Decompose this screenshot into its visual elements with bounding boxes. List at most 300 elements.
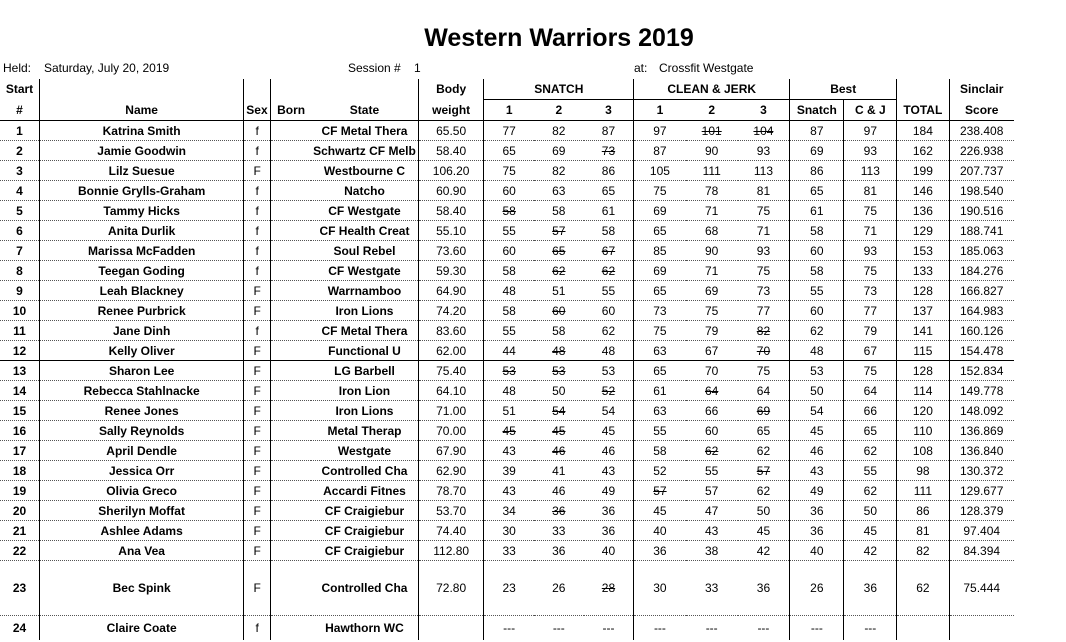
score-cell: 128.379 xyxy=(949,501,1014,521)
bw-cell: 58.40 xyxy=(418,141,484,161)
score-cell: 75.444 xyxy=(949,561,1014,616)
table-row xyxy=(0,221,1066,241)
sex-cell: F xyxy=(244,481,271,501)
snatch-3-cell: 62 xyxy=(584,261,634,281)
born-cell xyxy=(271,221,311,241)
cj-2-cell: 60 xyxy=(686,421,738,441)
score-cell: 185.063 xyxy=(949,241,1014,261)
snatch-3-cell: 54 xyxy=(584,401,634,421)
snatch-2-cell: 63 xyxy=(534,181,584,201)
born-cell xyxy=(271,301,311,321)
best-cj-cell: 79 xyxy=(844,321,897,341)
snatch-2-cell: --- xyxy=(552,621,565,635)
born-cell xyxy=(271,281,311,301)
state-cell: CF Craigiebur xyxy=(311,541,418,561)
best-cj-cell: 66 xyxy=(844,401,897,421)
score-cell: 136.869 xyxy=(949,421,1014,441)
cj-2-cell: 69 xyxy=(686,281,738,301)
name-cell: Anita Durlik xyxy=(40,221,244,241)
best-cj-cell: 50 xyxy=(844,501,897,521)
best-cj-cell: 45 xyxy=(844,521,897,541)
cj-3-cell: 50 xyxy=(738,501,790,521)
cj-2-cell: 55 xyxy=(686,461,738,481)
sex-header: Sex xyxy=(244,100,271,121)
bw-cell: 74.40 xyxy=(418,521,484,541)
table-row xyxy=(0,201,1066,221)
name-cell: Sally Reynolds xyxy=(40,421,244,441)
born-cell xyxy=(271,401,311,421)
start-cell: 18 xyxy=(0,461,40,481)
cj-1-cell: 69 xyxy=(634,201,686,221)
table-row xyxy=(0,241,1066,261)
best-snatch-cell: 55 xyxy=(790,281,844,301)
score-cell: 84.394 xyxy=(949,541,1014,561)
bw-cell: 72.80 xyxy=(418,561,484,616)
cj-2-cell: 66 xyxy=(686,401,738,421)
born-cell xyxy=(271,521,311,541)
state-cell: CF Craigiebur xyxy=(311,501,418,521)
state-cell: Accardi Fitnes xyxy=(311,481,418,501)
name-cell: Teegan Goding xyxy=(40,261,244,281)
snatch-1-cell: 77 xyxy=(484,121,534,141)
snatch-2-cell: 33 xyxy=(534,521,584,541)
name-cell: Claire Coate xyxy=(40,616,244,641)
cj-2-cell: 90 xyxy=(686,141,738,161)
snatch-1-cell: 60 xyxy=(484,181,534,201)
cj-3-cell: 93 xyxy=(738,141,790,161)
total-cell: 128 xyxy=(897,361,949,381)
best-snatch-cell: --- xyxy=(790,616,844,641)
start-cell: 1 xyxy=(0,121,40,141)
snatch-3-cell: 36 xyxy=(584,501,634,521)
born-cell xyxy=(271,121,311,141)
snatch-3-cell: --- xyxy=(602,621,615,635)
born-cell xyxy=(271,341,311,361)
snatch-3-cell: 52 xyxy=(584,381,634,401)
best-cj-cell: 55 xyxy=(844,461,897,481)
bw-cell: 74.20 xyxy=(418,301,484,321)
total-cell: 136 xyxy=(897,201,949,221)
cj-1-cell: 63 xyxy=(634,341,686,361)
sex-cell: f xyxy=(244,616,271,641)
best-cj-cell: 75 xyxy=(844,361,897,381)
born-cell xyxy=(271,541,311,561)
start-cell: 10 xyxy=(0,301,40,321)
name-cell: Bec Spink xyxy=(40,561,244,616)
score-cell: 238.408 xyxy=(949,121,1014,141)
score-cell xyxy=(949,616,1014,641)
snatch-3-cell: 48 xyxy=(584,341,634,361)
snatch-3-cell: 53 xyxy=(584,361,634,381)
total-cell: 162 xyxy=(897,141,949,161)
best-cj-header: C & J xyxy=(844,100,897,121)
snatch-1-cell: 45 xyxy=(484,421,534,441)
table-row xyxy=(0,121,1066,141)
born-header: Born xyxy=(271,100,311,121)
born-cell xyxy=(271,261,311,281)
results-table xyxy=(0,79,1066,640)
best-cj-cell: 36 xyxy=(844,561,897,616)
snatch-2-cell: 36 xyxy=(534,541,584,561)
snatch-1-cell: 34 xyxy=(484,501,534,521)
score-cell: 188.741 xyxy=(949,221,1014,241)
score-cell: 149.778 xyxy=(949,381,1014,401)
best-cj-cell: 93 xyxy=(844,241,897,261)
best-snatch-cell: 53 xyxy=(790,361,844,381)
sex-cell: f xyxy=(244,141,271,161)
bw-cell: 106.20 xyxy=(418,161,484,181)
sex-cell: F xyxy=(244,341,271,361)
name-cell: Bonnie Grylls-Graham xyxy=(40,181,244,201)
snatch-1-cell: 43 xyxy=(484,481,534,501)
name-cell: Rebecca Stahlnacke xyxy=(40,381,244,401)
cj-2-cell: 71 xyxy=(686,261,738,281)
born-cell xyxy=(271,441,311,461)
cj-3-cell: 75 xyxy=(738,201,790,221)
cj-2-cell: --- xyxy=(705,621,718,635)
best-snatch-cell: 45 xyxy=(790,421,844,441)
name-cell: Leah Blackney xyxy=(40,281,244,301)
born-cell xyxy=(271,181,311,201)
best-cj-cell: 77 xyxy=(844,301,897,321)
born-cell xyxy=(271,616,311,641)
start-header: Start xyxy=(5,82,34,97)
total-cell: 108 xyxy=(897,441,949,461)
sex-cell: F xyxy=(244,521,271,541)
score-cell: 184.276 xyxy=(949,261,1014,281)
snatch-3-cell: 73 xyxy=(584,141,634,161)
state-cell: CF Craigiebur xyxy=(311,521,418,541)
session-value: 1 xyxy=(414,61,421,75)
table-row xyxy=(0,616,1066,641)
snatch-2-cell: 48 xyxy=(534,341,584,361)
cj-1-cell: 52 xyxy=(634,461,686,481)
best-snatch-cell: 69 xyxy=(790,141,844,161)
snatch-3-cell: 65 xyxy=(584,181,634,201)
cj-2-cell: 71 xyxy=(686,201,738,221)
state-cell: Iron Lions xyxy=(311,301,418,321)
cj-3-cell: 65 xyxy=(738,421,790,441)
name-cell: Sharon Lee xyxy=(40,361,244,381)
sex-cell: F xyxy=(244,381,271,401)
score-cell: 97.404 xyxy=(949,521,1014,541)
cj-3-cell: 70 xyxy=(738,341,790,361)
cj-2-cell: 64 xyxy=(686,381,738,401)
start-cell: 5 xyxy=(0,201,40,221)
state-cell: Controlled Cha xyxy=(311,561,418,616)
snatch-1-cell: 39 xyxy=(484,461,534,481)
total-cell: 141 xyxy=(897,321,949,341)
cj-1-cell: --- xyxy=(634,616,686,641)
total-cell: 199 xyxy=(897,161,949,181)
born-cell xyxy=(271,461,311,481)
start-cell: 20 xyxy=(0,501,40,521)
cj-2-cell: 68 xyxy=(686,221,738,241)
snatch-2-cell: 62 xyxy=(534,261,584,281)
start-cell: 24 xyxy=(12,621,27,635)
state-header: State xyxy=(311,100,418,121)
best-snatch-cell: 26 xyxy=(790,561,844,616)
born-cell xyxy=(271,421,311,441)
cj-1-cell: 63 xyxy=(634,401,686,421)
bw-cell: 60.90 xyxy=(418,181,484,201)
name-cell: Kelly Oliver xyxy=(40,341,244,361)
start-cell: 17 xyxy=(0,441,40,461)
snatch-2-cell: 60 xyxy=(534,301,584,321)
cj-3-header: 3 xyxy=(738,100,790,121)
bw-cell: 65.50 xyxy=(418,121,484,141)
start-cell: 7 xyxy=(0,241,40,261)
snatch-2-cell: 46 xyxy=(534,441,584,461)
cj-1-cell: 69 xyxy=(634,261,686,281)
cj-1-cell: 40 xyxy=(634,521,686,541)
sex-cell: f xyxy=(244,321,271,341)
cj-1-cell: 30 xyxy=(634,561,686,616)
snatch-3-cell: 49 xyxy=(584,481,634,501)
table-row xyxy=(0,381,1066,401)
total-cell xyxy=(897,616,949,641)
sex-cell: F xyxy=(244,401,271,421)
score-cell: 129.677 xyxy=(949,481,1014,501)
best-snatch-cell: 40 xyxy=(790,541,844,561)
best-cj-cell: 64 xyxy=(844,381,897,401)
snatch-3-cell: 86 xyxy=(584,161,634,181)
name-cell: Jamie Goodwin xyxy=(40,141,244,161)
snatch-1-header: 1 xyxy=(484,100,534,121)
cj-3-cell: 77 xyxy=(738,301,790,321)
score-cell: 166.827 xyxy=(949,281,1014,301)
start-cell: 12 xyxy=(0,341,40,361)
best-cj-cell: --- xyxy=(844,616,897,641)
best-snatch-cell: 36 xyxy=(790,521,844,541)
cj-1-cell: 61 xyxy=(634,381,686,401)
best-cj-cell: 73 xyxy=(844,281,897,301)
bodyweight-header: Body xyxy=(418,79,484,100)
best-snatch-cell: 58 xyxy=(790,261,844,281)
cj-3-cell: 64 xyxy=(738,381,790,401)
bw-cell: 70.00 xyxy=(418,421,484,441)
name-cell: Katrina Smith xyxy=(40,121,244,141)
best-cj-cell: 75 xyxy=(844,201,897,221)
held-label: Held: xyxy=(3,61,32,75)
cj-3-cell: 57 xyxy=(738,461,790,481)
best-snatch-cell: 50 xyxy=(790,381,844,401)
score-header: Score xyxy=(949,100,1014,121)
snatch-2-cell: 45 xyxy=(534,421,584,441)
state-cell: CF Westgate xyxy=(311,201,418,221)
total-cell: 111 xyxy=(897,481,949,501)
cj-1-cell: 75 xyxy=(634,321,686,341)
best-snatch-cell: 36 xyxy=(790,501,844,521)
total-cell: 146 xyxy=(897,181,949,201)
start-cell: 3 xyxy=(0,161,40,181)
snatch-2-cell: 65 xyxy=(534,241,584,261)
born-cell xyxy=(271,241,311,261)
snatch-2-cell: 46 xyxy=(534,481,584,501)
table-row xyxy=(0,301,1066,321)
table-row xyxy=(0,461,1066,481)
score-cell: 226.938 xyxy=(949,141,1014,161)
name-cell: Olivia Greco xyxy=(40,481,244,501)
best-cj-cell: 67 xyxy=(844,341,897,361)
best-snatch-cell: 48 xyxy=(790,341,844,361)
snatch-1-cell: 55 xyxy=(484,321,534,341)
total-cell: 133 xyxy=(897,261,949,281)
snatch-2-cell: 26 xyxy=(534,561,584,616)
sex-cell: f xyxy=(244,201,271,221)
held-date: Saturday, July 20, 2019 xyxy=(44,61,170,75)
bw-cell: 55.10 xyxy=(418,221,484,241)
header-row-top xyxy=(0,79,1066,100)
total-cell: 120 xyxy=(897,401,949,421)
cj-1-cell: 87 xyxy=(634,141,686,161)
table-row xyxy=(0,261,1066,281)
snatch-2-cell: 36 xyxy=(534,501,584,521)
bw-cell: 73.60 xyxy=(418,241,484,261)
total-cell: 129 xyxy=(897,221,949,241)
venue-value: Crossfit Westgate xyxy=(659,61,754,75)
sex-cell: F xyxy=(244,441,271,461)
best-snatch-cell: 58 xyxy=(790,221,844,241)
state-cell: Functional U xyxy=(311,341,418,361)
snatch-1-cell: 55 xyxy=(484,221,534,241)
snatch-2-cell: 82 xyxy=(534,121,584,141)
name-cell: Lilz Suesue xyxy=(40,161,244,181)
bw-cell: 64.90 xyxy=(418,281,484,301)
state-cell: CF Health Creat xyxy=(311,221,418,241)
snatch-1-cell: 48 xyxy=(484,381,534,401)
best-cj-cell: 62 xyxy=(844,481,897,501)
start-cell: 15 xyxy=(0,401,40,421)
sex-cell: F xyxy=(244,421,271,441)
best-snatch-cell: 43 xyxy=(790,461,844,481)
state-cell: LG Barbell xyxy=(311,361,418,381)
total-cell: 128 xyxy=(897,281,949,301)
snatch-3-cell: 36 xyxy=(584,521,634,541)
best-cj-cell: 75 xyxy=(844,261,897,281)
total-cell: 137 xyxy=(897,301,949,321)
header-row-bottom xyxy=(0,100,1066,121)
name-cell: Jessica Orr xyxy=(40,461,244,481)
name-header: Name xyxy=(40,100,244,121)
score-cell: 154.478 xyxy=(949,341,1014,361)
total-header: TOTAL xyxy=(897,100,949,121)
snatch-1-cell: 30 xyxy=(484,521,534,541)
best-snatch-cell: 65 xyxy=(790,181,844,201)
start-number-header: # xyxy=(0,100,40,121)
snatch-2-cell: 82 xyxy=(534,161,584,181)
snatch-1-cell: 75 xyxy=(484,161,534,181)
cj-3-cell: 81 xyxy=(738,181,790,201)
state-cell: CF Metal Thera xyxy=(311,121,418,141)
cj-3-cell: 75 xyxy=(738,361,790,381)
snatch-header: SNATCH xyxy=(484,79,634,100)
start-cell: 6 xyxy=(0,221,40,241)
name-cell: Ashlee Adams xyxy=(40,521,244,541)
cj-2-cell: 101 xyxy=(686,121,738,141)
table-row xyxy=(0,561,1066,616)
cj-3-cell: 75 xyxy=(738,261,790,281)
snatch-3-cell: 55 xyxy=(584,281,634,301)
snatch-2-cell: 58 xyxy=(534,201,584,221)
snatch-1-cell: 23 xyxy=(484,561,534,616)
cj-1-cell: 65 xyxy=(634,221,686,241)
cj-3-cell: 82 xyxy=(738,321,790,341)
table-row xyxy=(0,521,1066,541)
table-row xyxy=(0,281,1066,301)
table-row xyxy=(0,421,1066,441)
cj-3-cell: 93 xyxy=(738,241,790,261)
cj-2-cell: 67 xyxy=(686,341,738,361)
snatch-3-cell: 45 xyxy=(584,421,634,441)
best-snatch-cell: 54 xyxy=(790,401,844,421)
cj-2-cell: 79 xyxy=(686,321,738,341)
state-cell: Iron Lions xyxy=(311,401,418,421)
start-cell: 22 xyxy=(0,541,40,561)
state-cell: Warrnamboo xyxy=(311,281,418,301)
table-row xyxy=(0,441,1066,461)
cj-1-cell: 75 xyxy=(634,181,686,201)
total-cell: 115 xyxy=(897,341,949,361)
table-row xyxy=(0,321,1066,341)
best-snatch-cell: 60 xyxy=(790,241,844,261)
score-cell: 207.737 xyxy=(949,161,1014,181)
sinclair-header: Sinclair xyxy=(949,79,1014,100)
born-cell xyxy=(271,361,311,381)
bw-cell: 83.60 xyxy=(418,321,484,341)
table-row xyxy=(0,501,1066,521)
cj-3-cell: 113 xyxy=(738,161,790,181)
state-cell: Westbourne C xyxy=(311,161,418,181)
born-cell xyxy=(271,501,311,521)
cj-2-cell: 90 xyxy=(686,241,738,261)
state-cell: CF Metal Thera xyxy=(311,321,418,341)
name-cell: Renee Purbrick xyxy=(40,301,244,321)
name-cell: Jane Dinh xyxy=(40,321,244,341)
born-cell xyxy=(271,141,311,161)
state-cell: Natcho xyxy=(311,181,418,201)
score-cell: 164.983 xyxy=(949,301,1014,321)
score-cell: 198.540 xyxy=(949,181,1014,201)
born-cell xyxy=(271,561,311,616)
table-row xyxy=(0,181,1066,201)
snatch-3-cell: 58 xyxy=(584,221,634,241)
cj-1-cell: 97 xyxy=(634,121,686,141)
total-cell: 110 xyxy=(897,421,949,441)
name-cell: April Dendle xyxy=(40,441,244,461)
sex-cell: f xyxy=(244,261,271,281)
snatch-1-cell: 60 xyxy=(484,241,534,261)
total-cell: 86 xyxy=(897,501,949,521)
cj-2-cell: 70 xyxy=(686,361,738,381)
snatch-1-cell: 33 xyxy=(484,541,534,561)
best-snatch-header: Snatch xyxy=(790,100,844,121)
bw-cell: 58.40 xyxy=(418,201,484,221)
cj-2-cell: 111 xyxy=(686,161,738,181)
best-snatch-cell: 61 xyxy=(790,201,844,221)
state-cell: Schwartz CF Melb xyxy=(311,141,418,161)
snatch-2-cell: 41 xyxy=(534,461,584,481)
table-row xyxy=(0,361,1066,381)
state-cell: CF Westgate xyxy=(311,261,418,281)
cj-3-cell: 36 xyxy=(738,561,790,616)
sex-cell: F xyxy=(244,541,271,561)
cj-2-cell: 43 xyxy=(686,521,738,541)
snatch-3-cell: 87 xyxy=(584,121,634,141)
snatch-2-cell: 51 xyxy=(534,281,584,301)
best-snatch-cell: 46 xyxy=(790,441,844,461)
snatch-1-cell: 51 xyxy=(484,401,534,421)
